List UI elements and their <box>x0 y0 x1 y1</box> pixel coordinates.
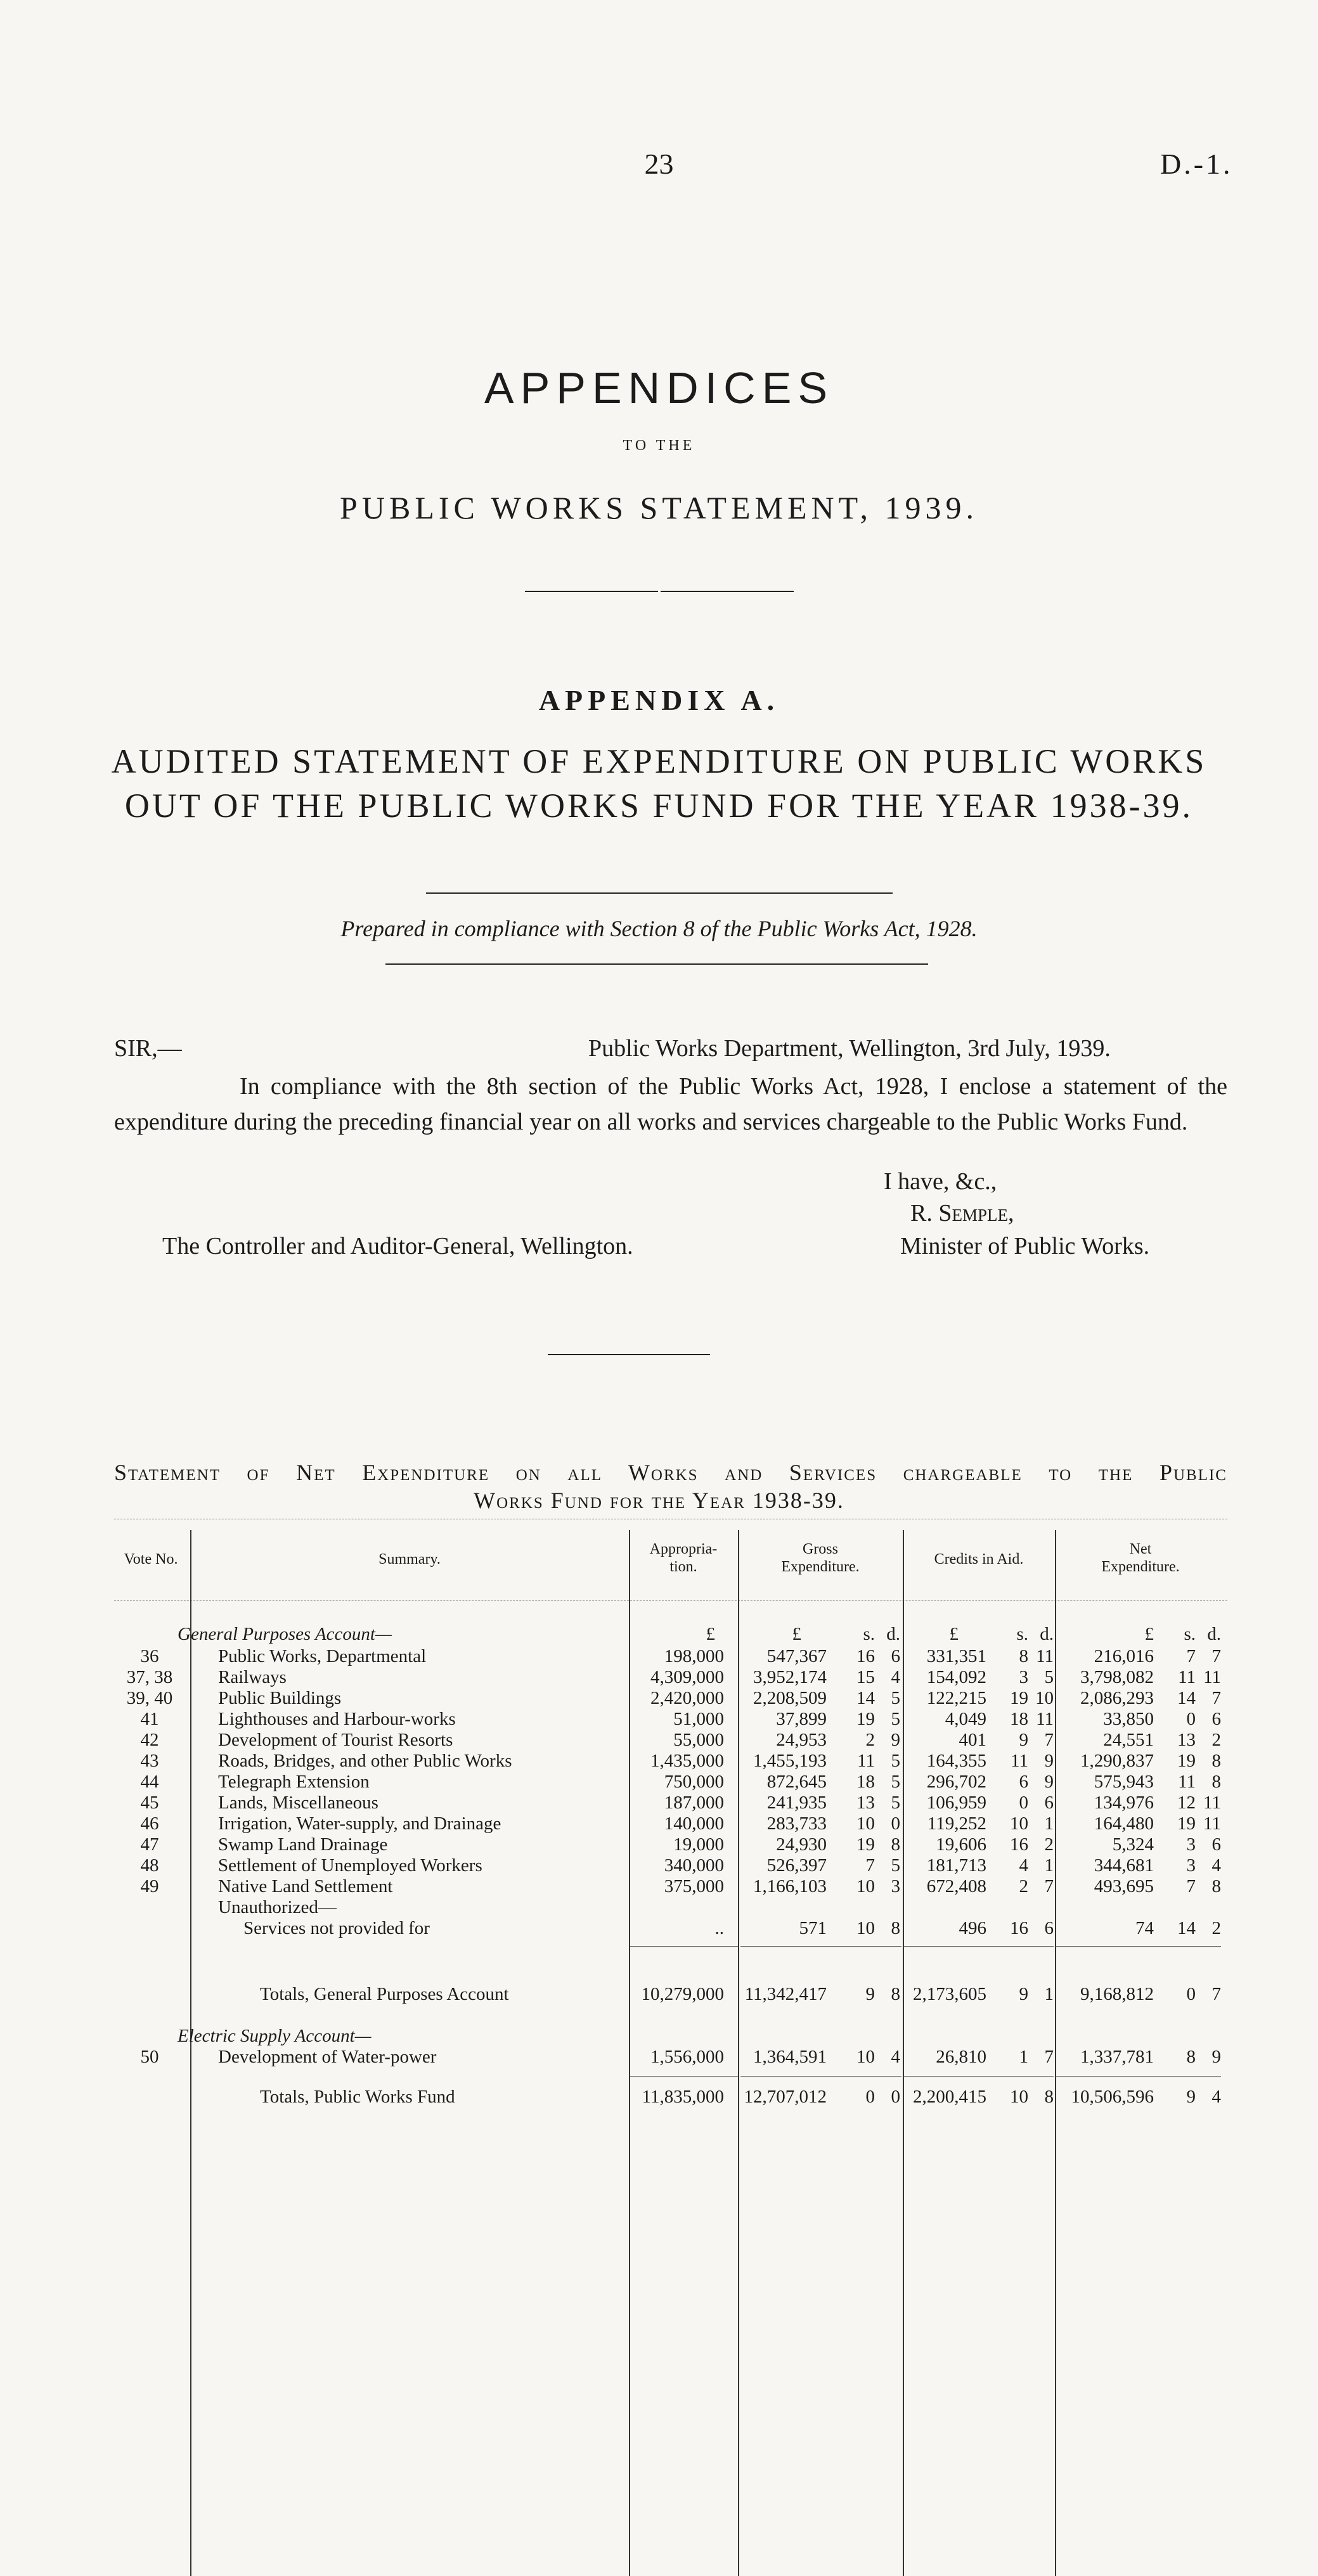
cell-approp: 4,309,000 <box>650 1667 724 1687</box>
cell-gs: 19 <box>856 1834 875 1855</box>
cell-summary: Swamp Land Drainage <box>218 1834 388 1855</box>
cell-net: 74 <box>1135 1918 1154 1938</box>
cell-cd: 7 <box>1044 1876 1054 1897</box>
cell-cs: 10 <box>1010 2087 1028 2107</box>
cell-gs: 11 <box>857 1751 875 1771</box>
cell-gd: 8 <box>891 1834 900 1855</box>
unauthorized-heading: Unauthorized— <box>218 1897 337 1917</box>
cell-cd: 7 <box>1044 1730 1054 1750</box>
cell-net: 2,086,293 <box>1080 1688 1154 1708</box>
cell-gd: 5 <box>891 1793 900 1813</box>
general-total-label: Totals, General Purposes Account <box>260 1984 509 2004</box>
cell-ns: 19 <box>1177 1813 1196 1834</box>
header-gross-2: Expenditure. <box>781 1559 860 1575</box>
cell-gs: 15 <box>856 1667 875 1687</box>
cell-gs: 7 <box>865 1855 875 1876</box>
cell-gd: 4 <box>891 2047 900 2067</box>
divider-rule <box>548 1354 710 1355</box>
cell-vote: 50 <box>140 2047 159 2067</box>
cell-vote: 42 <box>140 1730 159 1750</box>
unit-pound: £ <box>949 1624 959 1644</box>
unit-pound: £ <box>706 1624 715 1644</box>
cell-gd: 5 <box>891 1855 900 1876</box>
appendices-title: APPENDICES <box>484 363 834 413</box>
divider-rule <box>661 591 794 592</box>
cell-vote: 37, 38 <box>126 1667 173 1687</box>
cell-gross: 2,208,509 <box>753 1688 827 1708</box>
header-appropriation-2: tion. <box>669 1559 697 1575</box>
cell-credit: 122,215 <box>926 1688 986 1708</box>
cell-gross: 1,364,591 <box>753 2047 827 2067</box>
cell-cd: 6 <box>1044 1793 1054 1813</box>
cell-gs: 10 <box>856 2047 875 2067</box>
total-rule <box>630 2076 738 2077</box>
letter-signatory: R. Semple, <box>910 1200 1014 1227</box>
cell-ns: 19 <box>1177 1751 1196 1771</box>
cell-gd: 5 <box>891 1751 900 1771</box>
column-divider <box>190 1530 191 2576</box>
cell-cs: 16 <box>1010 1834 1028 1855</box>
column-divider <box>738 1530 739 2576</box>
appendix-title-line-2: OUT OF THE PUBLIC WORKS FUND FOR THE YEAR 1938-39. <box>124 787 1194 825</box>
prepared-note: Prepared in compliance with Section 8 of the Public Works Act, 1928. <box>340 916 978 941</box>
cell-net: 10,506,596 <box>1071 2087 1154 2107</box>
cell-nd: 9 <box>1211 2047 1221 2067</box>
header-vote: Vote No. <box>124 1551 178 1568</box>
unit-pound: £ <box>792 1624 801 1644</box>
divider-rule <box>385 963 928 965</box>
cell-gd: 5 <box>891 1772 900 1792</box>
cell-approp: 140,000 <box>664 1813 724 1834</box>
cell-credit: 19,606 <box>936 1834 986 1855</box>
cell-ns: 7 <box>1186 1646 1196 1666</box>
cell-approp: 1,435,000 <box>650 1751 724 1771</box>
general-purposes-heading: General Purposes Account— <box>178 1624 392 1644</box>
cell-gross: 37,899 <box>776 1709 827 1729</box>
cell-gross: 24,953 <box>776 1730 827 1750</box>
cell-summary: Lighthouses and Harbour-works <box>218 1709 456 1729</box>
cell-summary: Lands, Miscellaneous <box>218 1793 378 1813</box>
cell-credit: 4,049 <box>945 1709 986 1729</box>
cell-cd: 11 <box>1036 1646 1054 1666</box>
cell-gs: 2 <box>865 1730 875 1750</box>
cell-gd: 6 <box>891 1646 900 1666</box>
cell-net: 493,695 <box>1094 1876 1154 1897</box>
cell-approp: 11,835,000 <box>642 2087 724 2107</box>
cell-approp: 375,000 <box>664 1876 724 1897</box>
cell-nd: 2 <box>1211 1918 1221 1938</box>
statement-table-title-line-1: Statement of Net Expenditure on all Works and Services chargeable to the Public <box>114 1460 1227 1485</box>
cell-gs: 9 <box>865 1984 875 2004</box>
cell-cd: 11 <box>1036 1709 1054 1729</box>
cell-ns: 11 <box>1178 1667 1196 1687</box>
letter-closing: I have, &c., <box>884 1168 997 1195</box>
cell-gross: 547,367 <box>766 1646 827 1666</box>
cell-gross: 11,342,417 <box>744 1984 827 2004</box>
cell-ns: 8 <box>1186 2047 1196 2067</box>
cell-nd: 7 <box>1211 1688 1221 1708</box>
cell-vote: 48 <box>140 1855 159 1876</box>
cell-gs: 0 <box>865 2087 875 2107</box>
salutation-rest: IR,— <box>127 1035 182 1062</box>
cell-credit: 401 <box>959 1730 986 1750</box>
cell-ns: 14 <box>1177 1918 1196 1938</box>
cell-cs: 2 <box>1019 1876 1028 1897</box>
cell-cs: 9 <box>1019 1984 1028 2004</box>
cell-cs: 8 <box>1019 1646 1028 1666</box>
signatory-title: Minister of Public Works. <box>900 1233 1150 1259</box>
cell-net: 216,016 <box>1094 1646 1154 1666</box>
header-net-2: Expenditure. <box>1101 1559 1180 1575</box>
cell-approp: 198,000 <box>664 1646 724 1666</box>
cell-gd: 9 <box>891 1730 900 1750</box>
cell-gross: 1,455,193 <box>753 1751 827 1771</box>
cell-vote: 45 <box>140 1793 159 1813</box>
header-net-1: Net <box>1129 1541 1152 1557</box>
cell-cd: 6 <box>1044 1918 1054 1938</box>
cell-credit: 2,200,415 <box>913 2087 986 2107</box>
cell-cd: 10 <box>1035 1688 1054 1708</box>
cell-credit: 2,173,605 <box>913 1984 986 2004</box>
cell-ns: 12 <box>1177 1793 1196 1813</box>
unit-shilling: s. <box>1016 1624 1028 1644</box>
cell-summary: Telegraph Extension <box>218 1772 370 1792</box>
cell-cs: 6 <box>1019 1772 1028 1792</box>
cell-nd: 11 <box>1203 1667 1221 1687</box>
cell-net: 33,850 <box>1103 1709 1154 1729</box>
subtotal-rule <box>630 1946 738 1947</box>
cell-net: 24,551 <box>1103 1730 1154 1750</box>
cell-gd: 5 <box>891 1688 900 1708</box>
cell-net: 164,480 <box>1094 1813 1154 1834</box>
cell-gd: 8 <box>891 1918 900 1938</box>
cell-vote: 41 <box>140 1709 159 1729</box>
cell-credit: 119,252 <box>927 1813 986 1834</box>
cell-gross: 571 <box>799 1918 827 1938</box>
cell-nd: 4 <box>1211 2087 1221 2107</box>
cell-vote: 47 <box>140 1834 159 1855</box>
cell-summary: Development of Water-power <box>218 2047 437 2067</box>
cell-gs: 10 <box>856 1813 875 1834</box>
cell-ns: 0 <box>1186 1984 1196 2004</box>
statement-title: PUBLIC WORKS STATEMENT, 1939. <box>340 490 978 525</box>
divider-rule <box>426 892 893 894</box>
cell-vote: 43 <box>140 1751 159 1771</box>
fund-total-label: Totals, Public Works Fund <box>260 2087 455 2107</box>
cell-nd: 6 <box>1211 1834 1221 1855</box>
cell-credit: 154,092 <box>926 1667 986 1687</box>
cell-summary: Development of Tourist Resorts <box>218 1730 453 1750</box>
cell-cs: 10 <box>1010 1813 1028 1834</box>
cell-nd: 7 <box>1211 1646 1221 1666</box>
cell-gd: 4 <box>891 1667 900 1687</box>
cell-cd: 9 <box>1044 1772 1054 1792</box>
letter-dateline: Public Works Department, Wellington, 3rd July, 1939. <box>588 1035 1111 1062</box>
cell-cs: 4 <box>1019 1855 1028 1876</box>
cell-gross: 526,397 <box>766 1855 827 1876</box>
cell-credit: 296,702 <box>926 1772 986 1792</box>
cell-gross: 1,166,103 <box>753 1876 827 1897</box>
cell-credit: 331,351 <box>926 1646 986 1666</box>
cell-cd: 2 <box>1044 1834 1054 1855</box>
cell-cd: 1 <box>1044 1855 1054 1876</box>
cell-ns: 11 <box>1178 1772 1196 1792</box>
cell-vote: 39, 40 <box>126 1688 173 1708</box>
cell-credit: 26,810 <box>936 2047 986 2067</box>
cell-summary: Settlement of Unemployed Workers <box>218 1855 482 1876</box>
cell-approp: 55,000 <box>673 1730 724 1750</box>
header-credits: Credits in Aid. <box>934 1551 1024 1568</box>
cell-cs: 3 <box>1019 1667 1028 1687</box>
cell-net: 1,290,837 <box>1080 1751 1154 1771</box>
unit-shilling: s. <box>863 1624 875 1644</box>
cell-gross: 12,707,012 <box>744 2087 827 2107</box>
statement-table-title-line-2: Works Fund for the Year 1938-39. <box>474 1488 844 1513</box>
cell-net: 1,337,781 <box>1080 2047 1154 2067</box>
cell-cd: 1 <box>1044 1813 1054 1834</box>
cell-ns: 13 <box>1177 1730 1196 1750</box>
cell-nd: 2 <box>1211 1730 1221 1750</box>
appendix-label: APPENDIX A. <box>538 684 780 716</box>
header-appropriation-1: Appropria- <box>649 1541 718 1557</box>
salutation-initial: S <box>114 1035 128 1062</box>
to-the-caption: TO THE <box>623 437 695 454</box>
subtotal-rule <box>740 1946 901 1947</box>
letter-body: In compliance with the 8th section of the Public Works Act, 1928, I enclose a statement of the expenditure during the preceding financial year on all works and services chargeable to the Public Works Fund. <box>114 1073 1227 1135</box>
cell-cs: 9 <box>1019 1730 1028 1750</box>
cell-cd: 7 <box>1044 2047 1054 2067</box>
appendix-title-line-1: AUDITED STATEMENT OF EXPENDITURE ON PUBLIC WORKS <box>111 742 1207 780</box>
cell-gd: 0 <box>891 2087 900 2107</box>
cell-cd: 1 <box>1044 1984 1054 2004</box>
header-summary: Summary. <box>378 1551 441 1568</box>
cell-credit: 164,355 <box>926 1751 986 1771</box>
total-rule <box>1056 2076 1221 2077</box>
cell-cs: 1 <box>1019 2047 1028 2067</box>
cell-nd: 6 <box>1211 1709 1221 1729</box>
unit-pence: d. <box>886 1624 900 1644</box>
cell-gs: 13 <box>856 1793 875 1813</box>
cell-gs: 16 <box>856 1646 875 1666</box>
cell-net: 5,324 <box>1112 1834 1154 1855</box>
cell-ns: 7 <box>1186 1876 1196 1897</box>
cell-summary: Native Land Settlement <box>218 1876 393 1897</box>
page-number: 23 <box>644 148 674 180</box>
cell-approp: 187,000 <box>664 1793 724 1813</box>
letter-addressee: The Controller and Auditor-General, Wellington. <box>162 1233 633 1259</box>
cell-summary: Irrigation, Water-supply, and Drainage <box>218 1813 501 1834</box>
cell-vote: 36 <box>140 1646 159 1666</box>
document-reference: D.-1. <box>1160 148 1233 180</box>
cell-cs: 11 <box>1011 1751 1028 1771</box>
cell-nd: 4 <box>1211 1855 1221 1876</box>
cell-approp: .. <box>714 1918 724 1938</box>
cell-approp: 750,000 <box>664 1772 724 1792</box>
cell-summary: Roads, Bridges, and other Public Works <box>218 1751 512 1771</box>
cell-gd: 3 <box>891 1876 900 1897</box>
electric-supply-heading: Electric Supply Account— <box>178 2026 371 2046</box>
cell-cs: 0 <box>1019 1793 1028 1813</box>
cell-credit: 672,408 <box>926 1876 986 1897</box>
cell-cs: 16 <box>1010 1918 1028 1938</box>
cell-gross: 872,645 <box>766 1772 827 1792</box>
cell-nd: 7 <box>1211 1984 1221 2004</box>
cell-net: 3,798,082 <box>1080 1667 1154 1687</box>
cell-net: 9,168,812 <box>1080 1984 1154 2004</box>
cell-net: 134,976 <box>1094 1793 1154 1813</box>
unit-pence: d. <box>1040 1624 1054 1644</box>
cell-nd: 8 <box>1211 1751 1221 1771</box>
cell-cs: 19 <box>1010 1688 1028 1708</box>
cell-summary: Public Works, Departmental <box>218 1646 427 1666</box>
unit-pence: d. <box>1207 1624 1221 1644</box>
divider-rule <box>525 591 658 592</box>
cell-ns: 3 <box>1186 1834 1196 1855</box>
cell-approp: 10,279,000 <box>641 1984 724 2004</box>
cell-credit: 181,713 <box>926 1855 986 1876</box>
salutation <box>114 1034 182 1062</box>
cell-net: 344,681 <box>1094 1855 1154 1876</box>
cell-gross: 283,733 <box>766 1813 827 1834</box>
cell-gs: 10 <box>856 1876 875 1897</box>
cell-approp: 19,000 <box>673 1834 724 1855</box>
cell-summary: Services not provided for <box>243 1918 430 1938</box>
cell-nd: 8 <box>1211 1876 1221 1897</box>
unit-shilling: s. <box>1184 1624 1196 1644</box>
cell-vote: 49 <box>140 1876 159 1897</box>
total-rule <box>904 2076 1054 2077</box>
cell-approp: 51,000 <box>673 1709 724 1729</box>
unit-pound: £ <box>1144 1624 1154 1644</box>
cell-ns: 3 <box>1186 1855 1196 1876</box>
cell-cs: 18 <box>1010 1709 1028 1729</box>
cell-ns: 0 <box>1186 1709 1196 1729</box>
cell-gs: 14 <box>856 1688 875 1708</box>
header-gross-1: Gross <box>802 1541 838 1557</box>
cell-summary: Public Buildings <box>218 1688 342 1708</box>
cell-gd: 0 <box>891 1813 900 1834</box>
cell-gd: 5 <box>891 1709 900 1729</box>
cell-gs: 18 <box>856 1772 875 1792</box>
cell-ns: 9 <box>1186 2087 1196 2107</box>
cell-gs: 19 <box>856 1709 875 1729</box>
cell-gd: 8 <box>891 1984 900 2004</box>
subtotal-rule <box>1056 1946 1221 1947</box>
cell-nd: 11 <box>1203 1793 1221 1813</box>
cell-gross: 24,930 <box>776 1834 827 1855</box>
cell-approp: 340,000 <box>664 1855 724 1876</box>
cell-gross: 3,952,174 <box>753 1667 827 1687</box>
cell-vote: 46 <box>140 1813 159 1834</box>
cell-nd: 11 <box>1203 1813 1221 1834</box>
cell-gs: 10 <box>856 1918 875 1938</box>
cell-vote: 44 <box>140 1772 159 1792</box>
cell-net: 575,943 <box>1094 1772 1154 1792</box>
cell-cd: 9 <box>1044 1751 1054 1771</box>
subtotal-rule <box>904 1946 1054 1947</box>
cell-credit: 496 <box>959 1918 986 1938</box>
cell-summary: Railways <box>218 1667 287 1687</box>
cell-gross: 241,935 <box>766 1793 827 1813</box>
cell-approp: 2,420,000 <box>650 1688 724 1708</box>
cell-credit: 106,959 <box>926 1793 986 1813</box>
cell-ns: 14 <box>1177 1688 1196 1708</box>
cell-cd: 5 <box>1044 1667 1054 1687</box>
cell-nd: 8 <box>1211 1772 1221 1792</box>
cell-cd: 8 <box>1044 2087 1054 2107</box>
total-rule <box>740 2076 901 2077</box>
cell-approp: 1,556,000 <box>650 2047 724 2067</box>
